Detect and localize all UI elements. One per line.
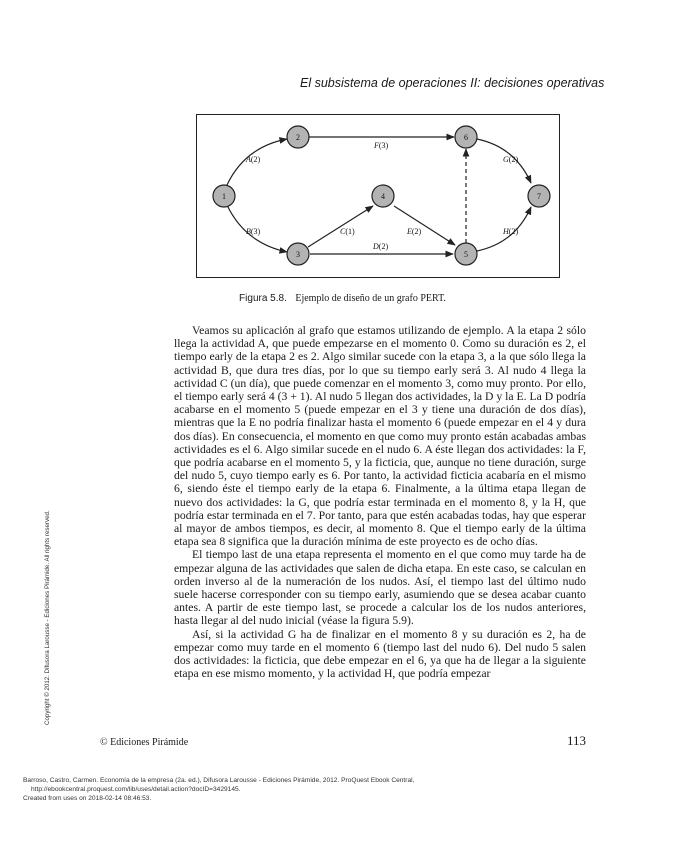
citation-line-1: Barroso, Castro, Carmen. Economía de la empresa (2a. ed.), Difusora Larousse - Ediciones Pirámide, 2012. ProQuest Ebook Central, (23, 777, 415, 784)
edge-e (394, 206, 455, 245)
edge-label-b: B(3) (246, 227, 261, 236)
running-head-title: El subsistema de operaciones II: decisiones operativas (300, 76, 605, 90)
edge-label-f: F(3) (374, 141, 389, 150)
edge-label-e: E(2) (407, 227, 422, 236)
edge-label-a: A(2) (246, 155, 261, 164)
edge-label-g: G(2) (503, 155, 519, 164)
svg-text:1: 1 (222, 192, 226, 201)
citation-link[interactable]: http://ebookcentral.proquest.com/lib/uses/detail.action?docID=3429145. (31, 786, 241, 793)
svg-text:6: 6 (464, 133, 468, 142)
side-copyright-notice: Copyright © 2012. Difusora Larousse - Ediciones Pirámide. All rights reserved. (44, 510, 51, 725)
pert-graph (197, 115, 561, 279)
svg-text:2: 2 (296, 133, 300, 142)
figure-caption-text: Ejemplo de diseño de un grafo PERT. (295, 293, 446, 304)
svg-text:7: 7 (537, 192, 541, 201)
figure-caption (0, 293, 685, 304)
edge-label-d: D(2) (373, 242, 389, 251)
citation-block (23, 776, 473, 803)
pert-graph-figure (196, 114, 560, 278)
edge-label-h: H(2) (503, 227, 519, 236)
pert-node-4 (372, 185, 394, 207)
figure-caption-label: Figura 5.8. (239, 293, 287, 304)
svg-text:3: 3 (296, 250, 300, 259)
pert-node-2 (287, 126, 309, 148)
paragraph-2: El tiempo last de una etapa representa el momento en el que como muy tarde ha de empezar alguna de las actividades que salen de dicha etapa. En este caso, se calculan en orden inverso al de la numeración de los nudos. Así, el tiempo last del último nudo suele hacerse corresponder con su tiempo early, asumiendo que se desea acabar cuanto antes. A partir de este tiempo last, se procede a calcular los de los nudos anteriores, hasta llegar al del nudo inicial (véase la figura 5.9). (174, 548, 586, 628)
publisher-footer: © Ediciones Pirámide (100, 737, 189, 748)
pert-node-7 (528, 185, 550, 207)
svg-text:4: 4 (381, 192, 385, 201)
svg-text:5: 5 (464, 250, 468, 259)
pert-node-5 (455, 243, 477, 265)
paragraph-3: Así, si la actividad G ha de finalizar en el momento 8 y su duración es 2, ha de empezar como muy tarde en el momento 6 (tiempo last del nudo 6). Del nudo 5 salen dos actividades: la ficticia, que debe empezar en el 6, ya que ha de llegar a la siguiente etapa en ese mismo momento, y la actividad H, que podría empezar (174, 627, 586, 681)
edge-label-c: C(1) (340, 227, 355, 236)
pert-node-6 (455, 126, 477, 148)
pert-node-3 (287, 243, 309, 265)
pert-node-1 (213, 185, 235, 207)
citation-created: Created from uses on 2018-02-14 08:46:53. (23, 795, 152, 802)
paragraph-1: Veamos su aplicación al grafo que estamos utilizando de ejemplo. A la etapa 2 sólo llega la actividad A, que puede empezarse en el momento 0. Como su duración es 2, el tiempo early de la etapa 2 es 2. Algo similar sucede con la etapa 3, a la que sólo llega la actividad B, que dura tres días, por lo que su tiempo early será 3. Al nudo 4 llega la actividad C (un día), que puede comenzar en el momento 3, como muy pronto. Por ello, el tiempo early será 4 (3 + 1). Al nudo 5 llegan dos actividades, la D y la E. La D podría acabarse en el momento 5 (puede empezar en el 3 y tiene una duración de dos días), mientras que la E no podría finalizar hasta el momento 6 (puede empezar en el 4 y dura dos días). En consecuencia, el momento en que como muy pronto están acabadas ambas actividades es el 6. Algo similar sucede en el nudo 6. A éste llegan dos actividades: la F, que podría acabarse en el momento 5, y la ficticia, que, aunque no tiene duración, surge del nudo 5, cuyo tiempo early es 6. Por tanto, la actividad ficticia acabaría en el mismo 6, siendo éste el tiempo early de la etapa 6. Finalmente, a la última etapa llegan de nuevo dos actividades: la G, que podría estar terminada en el momento 8, y la H, que podría estar terminada en el 7. Por tanto, para que estén acabadas todas, hay que esperar al mayor de ambos tiempos, es decir, al momento 8. Que el tiempo early de la última etapa sea 8 significa que la duración mínima de este proyecto es de ocho días. (174, 324, 586, 549)
page-number: 113 (566, 733, 586, 748)
body-text (174, 324, 586, 680)
